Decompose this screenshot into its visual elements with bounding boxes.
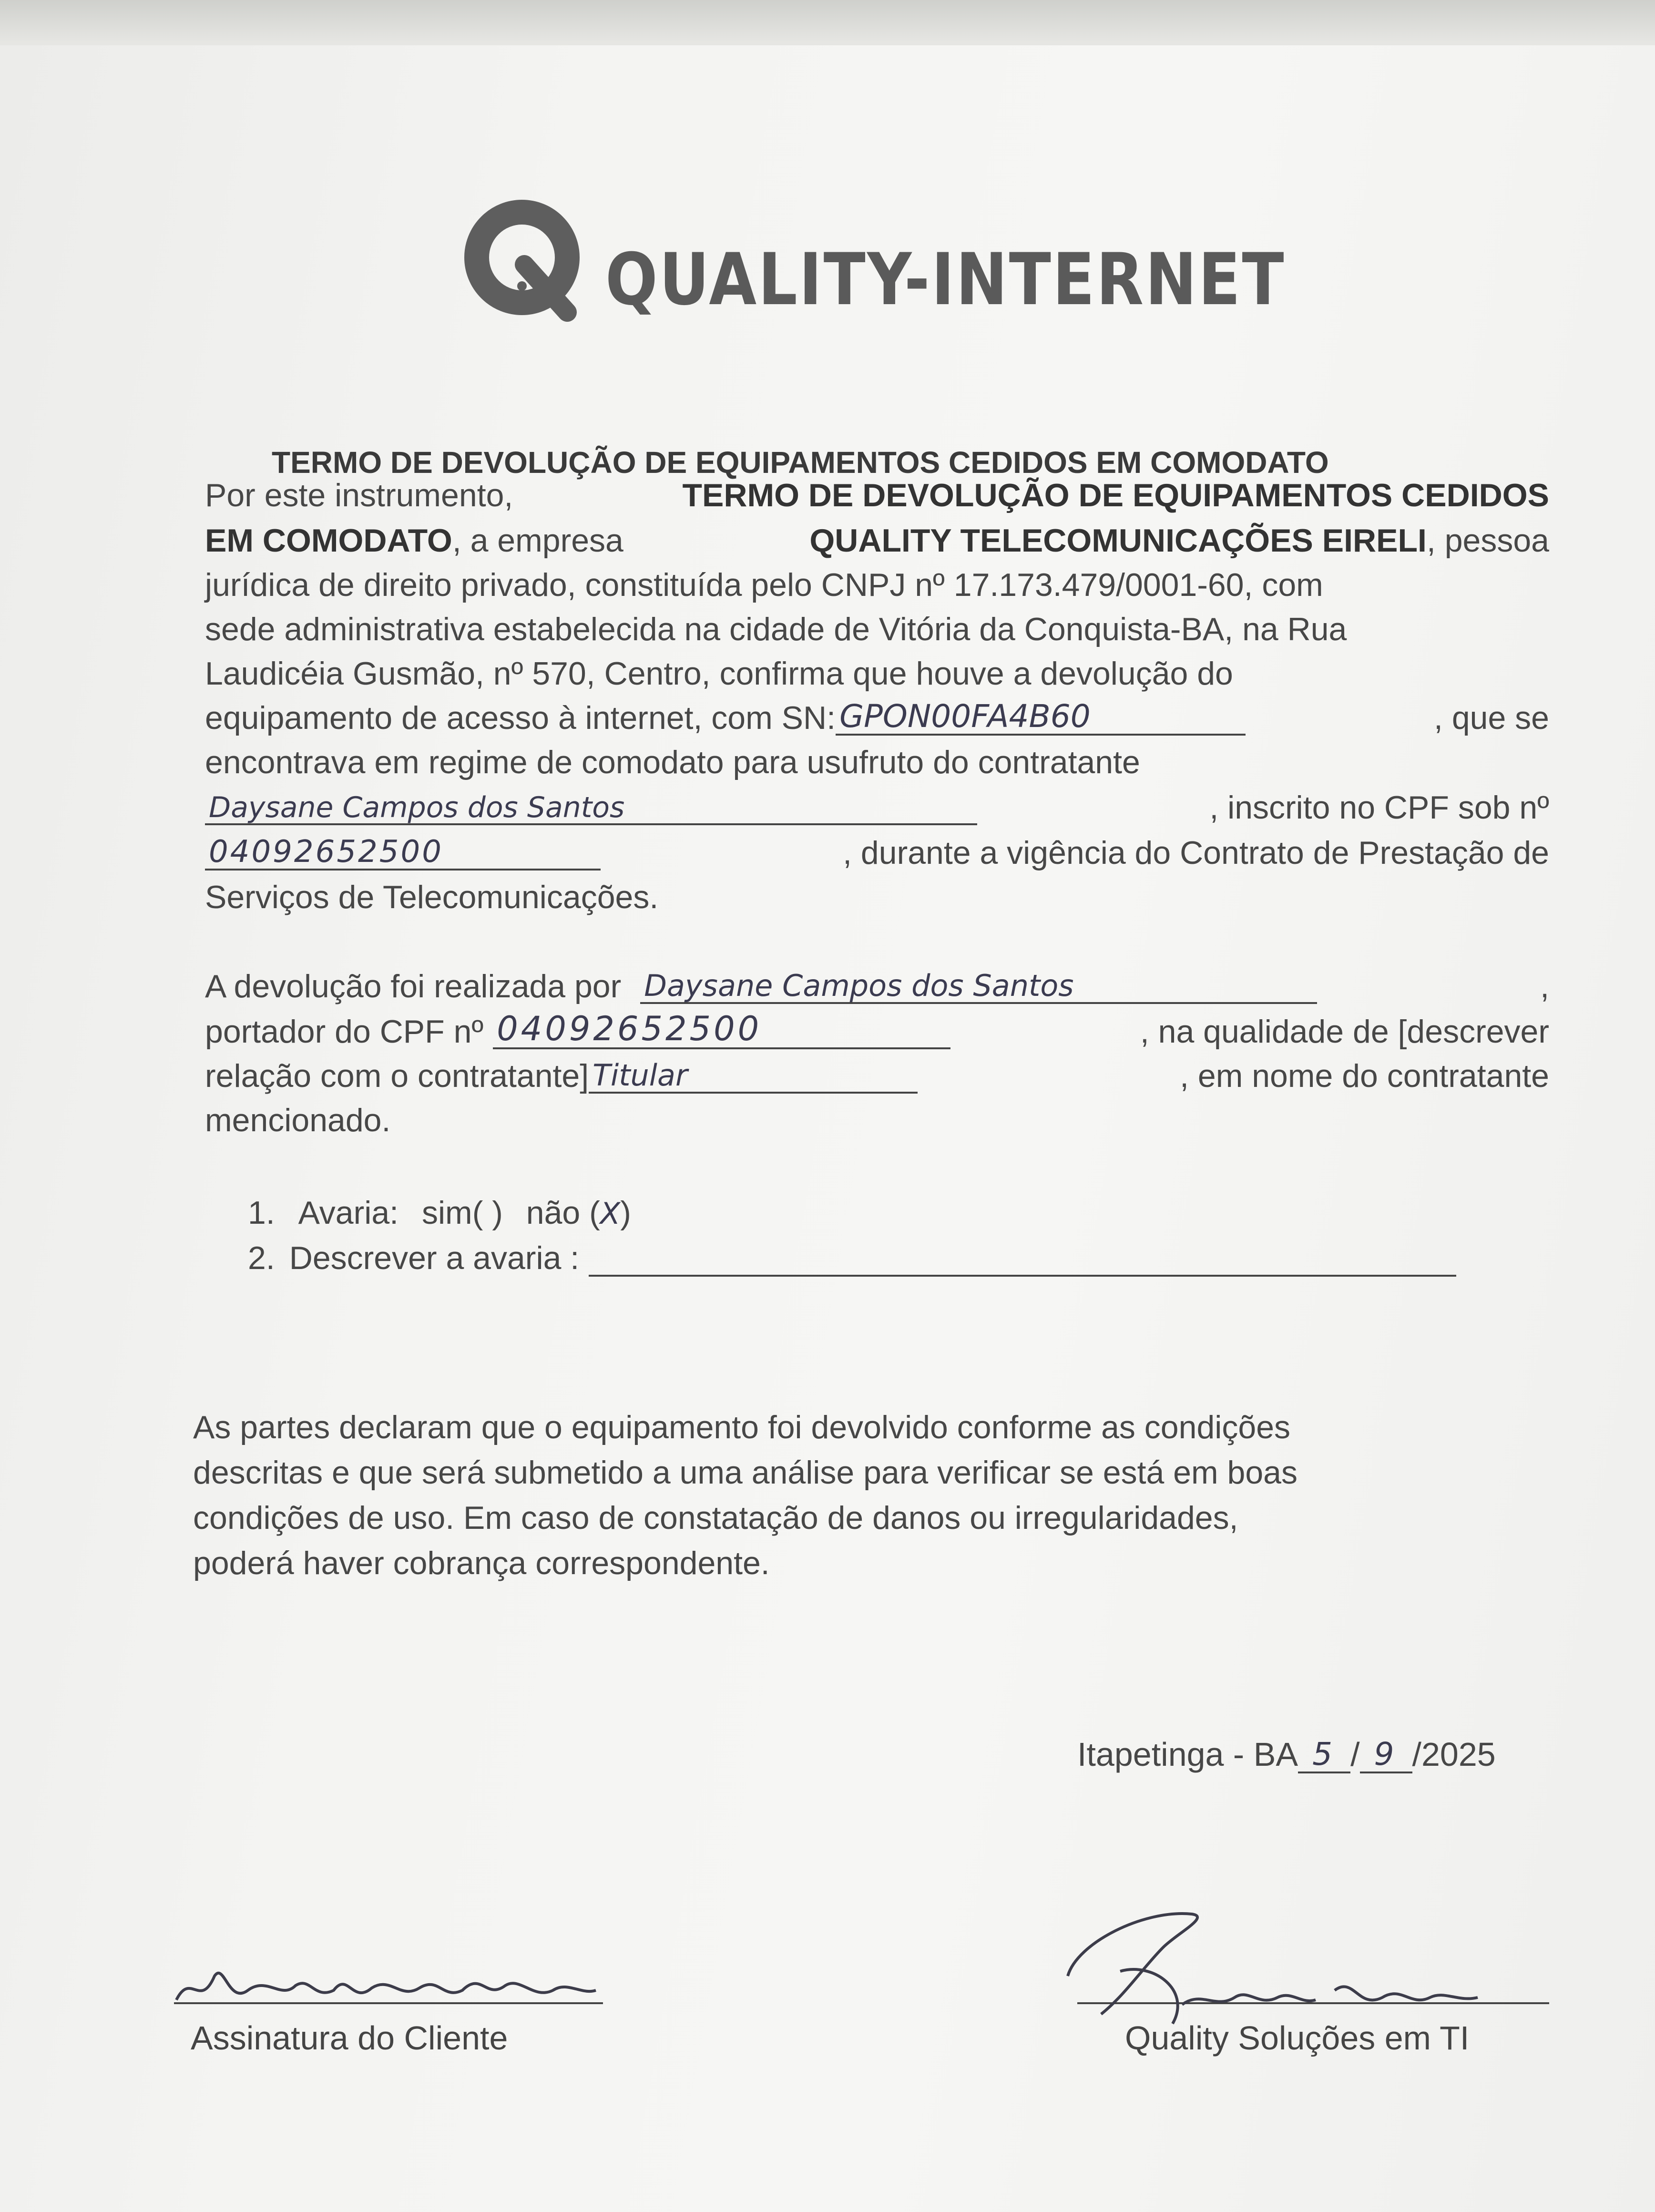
p1-line-9 (205, 834, 1549, 871)
q-logo-icon (453, 193, 596, 322)
checklist-item-2 (248, 1239, 1456, 1277)
text: A devolução foi realizada por (205, 968, 622, 1004)
logo-text: QUALITY-INTERNET (605, 238, 1286, 321)
date-place: Itapetinga - BA (1077, 1736, 1298, 1773)
text: , (1540, 968, 1549, 1004)
cpf-field-1 (205, 834, 601, 870)
day-handwritten: 5 (1312, 1736, 1333, 1772)
text-bold: QUALITY TELECOMUNICAÇÕES EIRELI (809, 522, 1427, 559)
text: , a empresa (452, 522, 623, 559)
client-name-handwritten: Daysane Campos dos Santos (209, 791, 625, 824)
text: , inscrito no CPF sob nº (1209, 789, 1549, 826)
p1-line-8 (205, 789, 1549, 826)
nao-mark: X (600, 1196, 621, 1231)
cpf-handwritten-2: 04092652500 (497, 1009, 762, 1048)
item-number: 1. (248, 1195, 275, 1231)
p3-line-1: As partes declaram que o equipamento foi devolvido conforme as condições (193, 1409, 1291, 1445)
text-bold: TERMO DE DEVOLUÇÃO DE EQUIPAMENTOS CEDIDOS (682, 477, 1549, 513)
item-label: Avaria: (298, 1195, 399, 1231)
client-signature (172, 1943, 601, 2019)
damage-description-field[interactable] (589, 1246, 1456, 1277)
month-field (1360, 1738, 1412, 1773)
p1-line-4: sede administrativa estabelecida na cidade de Vitória da Conquista-BA, na Rua (205, 611, 1347, 647)
checkbox-nao[interactable] (526, 1195, 631, 1231)
relation-handwritten: Titular (593, 1058, 688, 1093)
text: , na qualidade de [descrever (1140, 1014, 1549, 1050)
checkbox-sim[interactable]: sim( ) (421, 1195, 503, 1231)
text: portador do CPF nº (205, 1014, 484, 1050)
p2-line-1 (205, 968, 1549, 1005)
cpf-field-2 (493, 1009, 950, 1049)
date-line (1077, 1735, 1496, 1773)
date-separator: / (1350, 1736, 1360, 1773)
p1-line-1 (205, 477, 1549, 514)
p1-line-3: jurídica de direito privado, constituída pelo CNPJ nº 17.173.479/0001-60, com (205, 567, 1323, 603)
p3-line-4: poderá haver cobrança correspondente. (193, 1545, 770, 1581)
text: , em nome do contratante (1180, 1058, 1549, 1094)
client-signature-label: Assinatura do Cliente (191, 2019, 508, 2057)
p2-line-4: mencionado. (205, 1102, 391, 1138)
cpf-handwritten-1: 04092652500 (209, 834, 443, 870)
p1-line-5: Laudicéia Gusmão, nº 570, Centro, confirma que houve a devolução do (205, 655, 1233, 692)
company-signature-label: Quality Soluções em TI (1125, 2019, 1470, 2057)
p3-line-3: condições de uso. Em caso de constatação de danos ou irregularidades, (193, 1500, 1238, 1536)
p1-line-2 (205, 522, 1549, 559)
p1-line-10: Serviços de Telecomunicações. (205, 879, 659, 915)
day-field (1298, 1738, 1350, 1773)
text: , que se (1434, 700, 1549, 736)
text: Por este instrumento, (205, 477, 513, 513)
nao-close: ) (620, 1195, 631, 1231)
text-bold: EM COMODATO (205, 522, 452, 559)
serial-handwritten: GPON00FA4B60 (839, 698, 1091, 735)
date-year: /2025 (1412, 1736, 1496, 1773)
item-label: Descrever a avaria : (289, 1240, 580, 1276)
text: , pessoa (1426, 522, 1549, 559)
company-logo (453, 193, 1286, 322)
document-title: TERMO DE DEVOLUÇÃO DE EQUIPAMENTOS CEDIDOS EM COMODATO (272, 445, 1329, 480)
text: equipamento de acesso à internet, com SN: (205, 700, 836, 736)
nao-label: não ( (526, 1195, 600, 1231)
text: , durante a vigência do Contrato de Prestação de (843, 835, 1549, 871)
month-handwritten: 9 (1374, 1736, 1394, 1772)
text: relação com o contratante] (205, 1058, 589, 1094)
p2-line-3 (205, 1057, 1549, 1095)
p3-line-2: descritas e que será submetido a uma análise para verificar se está em boas (193, 1454, 1297, 1491)
checklist-item-1 (248, 1194, 631, 1231)
document-sheet (0, 45, 1655, 2212)
p2-line-2 (205, 1009, 1549, 1050)
serial-field (836, 699, 1246, 736)
p1-line-7: encontrava em regime de comodato para usufruto do contratante (205, 744, 1140, 780)
relation-field (589, 1057, 918, 1094)
returned-by-handwritten: Daysane Campos dos Santos (644, 968, 1074, 1003)
p1-line-6 (205, 699, 1549, 737)
client-name-field (205, 789, 977, 825)
item-number: 2. (248, 1240, 275, 1276)
returned-by-field (640, 968, 1317, 1004)
